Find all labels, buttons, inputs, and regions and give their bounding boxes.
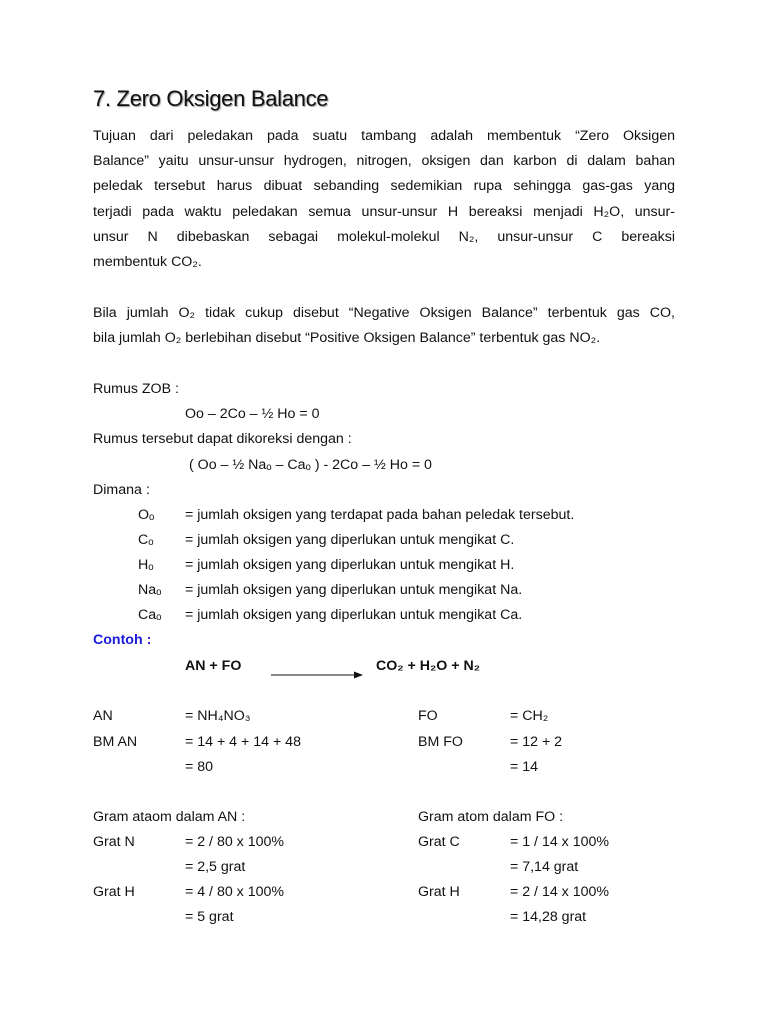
rumus-label: Rumus ZOB : (93, 381, 179, 397)
section-title: 7. Zero Oksigen Balance (93, 86, 329, 111)
grat-n-label: Grat N (93, 834, 135, 850)
grat-n-result: = 2,5 grat (185, 859, 246, 875)
paragraph-intro (93, 124, 675, 275)
grat-h-an-expression: = 4 / 80 x 100% (185, 884, 284, 900)
fo-label: FO (418, 708, 438, 724)
koreksi-formula: ( Oo – ½ Naₒ – Caₒ ) - 2Co – ½ Ho = 0 (189, 457, 432, 473)
definition-text: = jumlah oksigen yang terdapat pada bahan peledak tersebut. (185, 507, 575, 523)
grat-h-an-label: Grat H (93, 884, 135, 900)
definition-text: = jumlah oksigen yang diperlukan untuk mengikat Na. (185, 582, 523, 598)
definition-symbol: Oₒ (138, 507, 155, 523)
grat-h-fo-expression: = 2 / 14 x 100% (510, 884, 609, 900)
an-formula: = NH₄NO₃ (185, 708, 251, 724)
grat-h-fo-label: Grat H (418, 884, 460, 900)
text-line: peledak tersebut harus dibuat sebanding sedemikian rupa sehingga gas-gas yang (93, 178, 675, 195)
reaction-reactants: AN + FO (185, 658, 242, 674)
grat-c-result: = 7,14 grat (510, 859, 579, 875)
contoh-label: Contoh : (93, 632, 152, 648)
text-line: Tujuan dari peledakan pada suatu tambang adalah membentuk “Zero Oksigen (93, 128, 675, 144)
definition-symbol: Hₒ (138, 557, 154, 573)
definition-symbol: Naₒ (138, 582, 162, 598)
grat-h-an-result: = 5 grat (185, 909, 234, 925)
definition-text: = jumlah oksigen yang diperlukan untuk mengikat H. (185, 557, 515, 573)
grat-c-label: Grat C (418, 834, 460, 850)
definition-symbol: Caₒ (138, 607, 162, 623)
gram-an-heading: Gram ataom dalam AN : (93, 809, 246, 825)
gram-fo-heading: Gram atom dalam FO : (418, 809, 564, 825)
text-line: Balance” yaitu unsur-unsur hydrogen, nitrogen, oksigen dan karbon di dalam bahan (93, 153, 675, 170)
grat-c-expression: = 1 / 14 x 100% (510, 834, 609, 850)
grat-h-fo-result: = 14,28 grat (510, 909, 587, 925)
definition-symbol: Cₒ (138, 532, 154, 548)
text-line: bila jumlah O₂ berlebihan disebut “Positive Oksigen Balance” terbentuk gas NO₂. (93, 330, 601, 347)
bm-an-result: = 80 (185, 759, 214, 775)
text-line: membentuk CO₂. (93, 254, 202, 271)
bm-an-expression: = 14 + 4 + 14 + 48 (185, 734, 301, 750)
text-line: terjadi pada waktu peledakan semua unsur-unsur H bereaksi menjadi H₂O, unsur- (93, 203, 675, 220)
bm-an-label: BM AN (93, 734, 138, 750)
koreksi-label: Rumus tersebut dapat dikoreksi dengan : (93, 431, 352, 447)
text-line: unsur N dibebaskan sebagai molekul-molekul N₂, unsur-unsur C bereaksi (93, 228, 675, 245)
an-label: AN (93, 708, 113, 724)
paragraph-oxygen-balance (93, 301, 675, 351)
bm-fo-label: BM FO (418, 734, 463, 750)
definition-text: = jumlah oksigen yang diperlukan untuk mengikat Ca. (185, 607, 523, 623)
text-line: Bila jumlah O₂ tidak cukup disebut “Negative Oksigen Balance” terbentuk gas CO, (93, 305, 675, 321)
fo-formula: = CH₂ (510, 708, 549, 724)
reaction-products: CO₂ + H₂O + N₂ (376, 658, 481, 674)
bm-fo-expression: = 12 + 2 (510, 734, 563, 750)
bm-fo-result: = 14 (510, 759, 539, 775)
grat-n-expression: = 2 / 80 x 100% (185, 834, 284, 850)
dimana-label: Dimana : (93, 482, 150, 498)
definition-text: = jumlah oksigen yang diperlukan untuk mengikat C. (185, 532, 515, 548)
rumus-formula: Oo – 2Co – ½ Ho = 0 (185, 406, 320, 422)
reaction-arrow-icon (271, 670, 363, 680)
